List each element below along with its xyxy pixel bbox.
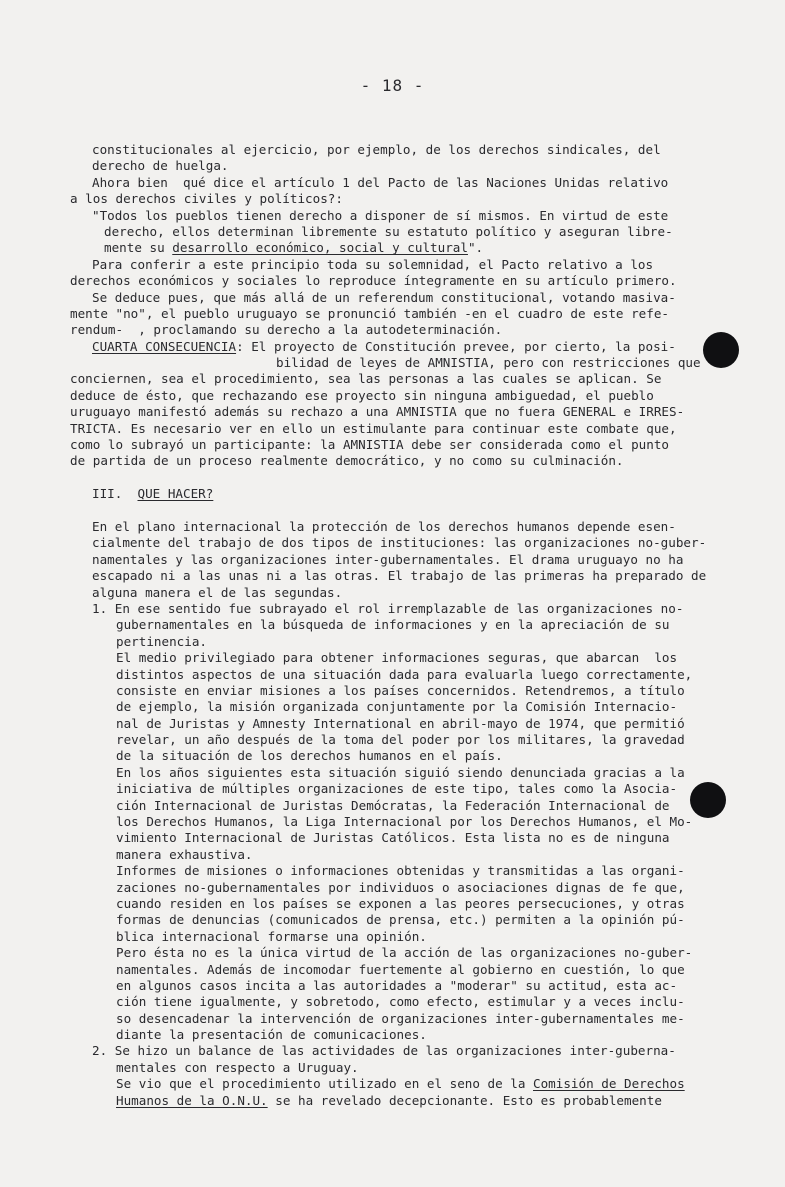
text-segment: namentales y las organizaciones inter-gubernamentales. El drama uruguayo no ha	[92, 551, 684, 567]
text-segment: nal de Juristas y Amnesty International en abril-mayo de 1974, que permitió	[116, 715, 685, 731]
text-line	[70, 798, 730, 814]
text-segment: de partida de un proceso realmente democrático, y no como su culminación.	[70, 453, 624, 469]
text-segment: derechos económicos y sociales lo reproduce íntegramente en su artículo primero.	[70, 273, 677, 289]
punch-hole-top	[703, 332, 739, 368]
text-line	[70, 339, 730, 355]
text-line	[70, 388, 730, 404]
text-line	[70, 1060, 730, 1076]
text-line	[70, 1093, 730, 1109]
text-line	[70, 962, 730, 978]
text-line	[70, 732, 730, 748]
text-line	[70, 519, 730, 535]
text-line	[70, 1043, 730, 1059]
text-segment: consiste en enviar misiones a los países concernidos. Retendremos, a título	[116, 682, 685, 698]
page-number: - 18 -	[360, 76, 425, 95]
text-segment: de la situación de los derechos humanos en el país.	[116, 748, 503, 764]
text-segment: Informes de misiones o informaciones obtenidas y transmitidas a las organi-	[116, 863, 685, 879]
text-line	[70, 748, 730, 764]
text-segment: 2. Se hizo un balance de las actividades de las organizaciones inter-guberna-	[92, 1043, 676, 1059]
text-segment: En los años siguientes esta situación siguió siendo denunciada gracias a la	[116, 764, 685, 780]
text-segment: a los derechos civiles y políticos?:	[70, 191, 343, 207]
text-line	[70, 273, 730, 289]
text-line	[70, 765, 730, 781]
text-segment: uruguayo manifestó además su rechazo a una AMNISTIA que no fuera GENERAL e IRRES-	[70, 404, 685, 420]
text-line	[70, 568, 730, 584]
document-body	[70, 142, 730, 1109]
text-segment: mentales con respecto a Uruguay.	[116, 1059, 359, 1075]
text-segment: El medio privilegiado para obtener informaciones seguras, que abarcan los	[116, 650, 678, 666]
text-line	[70, 1011, 730, 1027]
text-line	[70, 142, 730, 158]
text-segment: constitucionales al ejercicio, por ejemplo, de los derechos sindicales, del	[92, 142, 661, 157]
text-segment: vimiento Internacional de Juristas Católicos. Esta lista no es de ninguna	[116, 830, 670, 846]
text-segment: ción Internacional de Juristas Demócratas, la Federación Internacional de	[116, 797, 670, 813]
text-line	[70, 224, 730, 240]
text-segment: alguna manera el de las segundas.	[92, 584, 343, 600]
text-segment: deduce de ésto, que rechazando ese proyecto sin ninguna ambiguedad, el pueblo	[70, 387, 654, 403]
text-line	[70, 208, 730, 224]
text-segment: distintos aspectos de una situación dada para evaluarla luego correctamente,	[116, 666, 693, 682]
text-line	[70, 830, 730, 846]
text-line	[70, 421, 730, 437]
text-line	[70, 240, 730, 256]
text-segment: Se deduce pues, que más allá de un referendum constitucional, votando masiva-	[92, 289, 676, 305]
text-line	[70, 601, 730, 617]
text-segment: mente "no", el pueblo uruguayo se pronunció también -en el cuadro de este refe-	[70, 305, 669, 321]
underlined-text: CUARTA CONSECUENCIA	[92, 338, 237, 354]
text-line	[70, 716, 730, 732]
text-line	[70, 814, 730, 830]
underlined-text: Humanos de la O.N.U.	[116, 1092, 268, 1108]
text-line	[70, 880, 730, 896]
text-segment: "Todos los pueblos tienen derecho a disponer de sí mismos. En virtud de este	[92, 207, 669, 223]
text-line	[70, 847, 730, 863]
text-segment: manera exhaustiva.	[116, 846, 253, 862]
text-line	[70, 929, 730, 945]
text-segment: conciernen, sea el procedimiento, sea las personas a las cuales se aplican. Se	[70, 371, 662, 387]
text-segment: revelar, un año después de la toma del poder por los militares, la gravedad	[116, 732, 685, 748]
text-segment: En el plano internacional la protección de los derechos humanos depende esen-	[92, 518, 676, 534]
text-segment: so desencadenar la intervención de organizaciones inter-gubernamentales me-	[116, 1010, 685, 1026]
text-segment: pertinencia.	[116, 633, 207, 649]
text-segment: formas de denuncias (comunicados de prensa, etc.) permiten a la opinión pú-	[116, 912, 685, 928]
text-line	[70, 634, 730, 650]
text-segment: como lo subrayó un participante: la AMNISTIA debe ser considerada como el punto	[70, 437, 669, 453]
text-segment: 1. En ese sentido fue subrayado el rol irremplazable de las organizaciones no-	[92, 600, 684, 616]
text-segment: derecho de huelga.	[92, 158, 229, 174]
underlined-text: desarrollo económico, social y cultural	[172, 240, 468, 256]
text-segment: los Derechos Humanos, la Liga Internacional por los Derechos Humanos, el Mo-	[116, 814, 693, 830]
text-line	[70, 437, 730, 453]
text-line	[70, 978, 730, 994]
text-line	[70, 945, 730, 961]
blank-line	[70, 470, 730, 486]
text-segment: ción tiene igualmente, y sobretodo, como efecto, estimular y a veces inclu-	[116, 994, 685, 1010]
text-line	[70, 371, 730, 387]
text-line	[70, 175, 730, 191]
text-segment: diante la presentación de comunicaciones.	[116, 1027, 427, 1043]
text-segment: ".	[467, 240, 484, 256]
text-segment: bilidad de leyes de AMNISTIA, pero con restricciones que	[276, 355, 701, 371]
text-segment: TRICTA. Es necesario ver en ello un estimulante para continuar este combate que,	[70, 420, 677, 436]
text-line	[70, 683, 730, 699]
text-line	[70, 781, 730, 797]
text-line	[70, 552, 730, 568]
text-line	[70, 912, 730, 928]
text-line	[70, 585, 730, 601]
underlined-text: QUE HACER?	[137, 486, 214, 502]
text-line	[70, 404, 730, 420]
text-line	[70, 535, 730, 551]
underlined-text: Comisión de Derechos	[533, 1076, 685, 1092]
text-line	[70, 667, 730, 683]
text-line	[70, 191, 730, 207]
text-line	[70, 306, 730, 322]
text-segment: zaciones no-gubernamentales por individuos o asociaciones dignas de fe que,	[116, 879, 685, 895]
text-line	[70, 1027, 730, 1043]
text-line	[70, 355, 730, 371]
text-segment: III.	[92, 486, 138, 502]
text-line	[70, 257, 730, 273]
text-segment: Se vio que el procedimiento utilizado en el seno de la	[116, 1076, 534, 1092]
text-line	[70, 290, 730, 306]
text-segment: en algunos casos incita a las autoridades a "moderar" su actitud, esta ac-	[116, 977, 678, 993]
text-segment: se ha revelado decepcionante. Esto es probablemente	[267, 1092, 662, 1108]
punch-hole-bottom	[690, 782, 726, 818]
text-line	[70, 896, 730, 912]
text-segment: gubernamentales en la búsqueda de informaciones y en la apreciación de su	[116, 617, 670, 633]
text-segment: cialmente del trabajo de dos tipos de instituciones: las organizaciones no-guber-	[92, 535, 707, 551]
text-segment: namentales. Además de incomodar fuertemente al gobierno en cuestión, lo que	[116, 961, 685, 977]
text-line	[70, 486, 730, 502]
text-line	[70, 453, 730, 469]
text-segment: Ahora bien qué dice el artículo 1 del Pacto de las Naciones Unidas relativo	[92, 174, 669, 190]
text-segment: blica internacional formarse una opinión.	[116, 928, 427, 944]
text-line	[70, 158, 730, 174]
blank-line	[70, 503, 730, 519]
text-line	[70, 617, 730, 633]
text-line	[70, 322, 730, 338]
text-segment: mente su	[104, 240, 173, 256]
text-segment: escapado ni a las unas ni a las otras. El trabajo de las primeras ha preparado de	[92, 568, 707, 584]
text-segment: iniciativa de múltiples organizaciones de este tipo, tales como la Asocia-	[116, 781, 678, 797]
text-segment: rendum- , proclamando su derecho a la autodeterminación.	[70, 322, 503, 338]
text-segment: Pero ésta no es la única virtud de la acción de las organizaciones no-guber-	[116, 945, 693, 961]
text-segment: : El proyecto de Constitución prevee, por cierto, la posi-	[236, 338, 676, 354]
text-line	[70, 994, 730, 1010]
text-line	[70, 1076, 730, 1092]
text-segment: derecho, ellos determinan libremente su estatuto político y aseguran libre-	[104, 223, 673, 239]
text-line	[70, 650, 730, 666]
text-segment: de ejemplo, la misión organizada conjuntamente por la Comisión Internacio-	[116, 699, 678, 715]
text-segment: cuando residen en los países se exponen a las peores persecuciones, y otras	[116, 895, 685, 911]
text-segment: Para conferir a este principio toda su solemnidad, el Pacto relativo a los	[92, 256, 654, 272]
text-line	[70, 699, 730, 715]
text-line	[70, 863, 730, 879]
